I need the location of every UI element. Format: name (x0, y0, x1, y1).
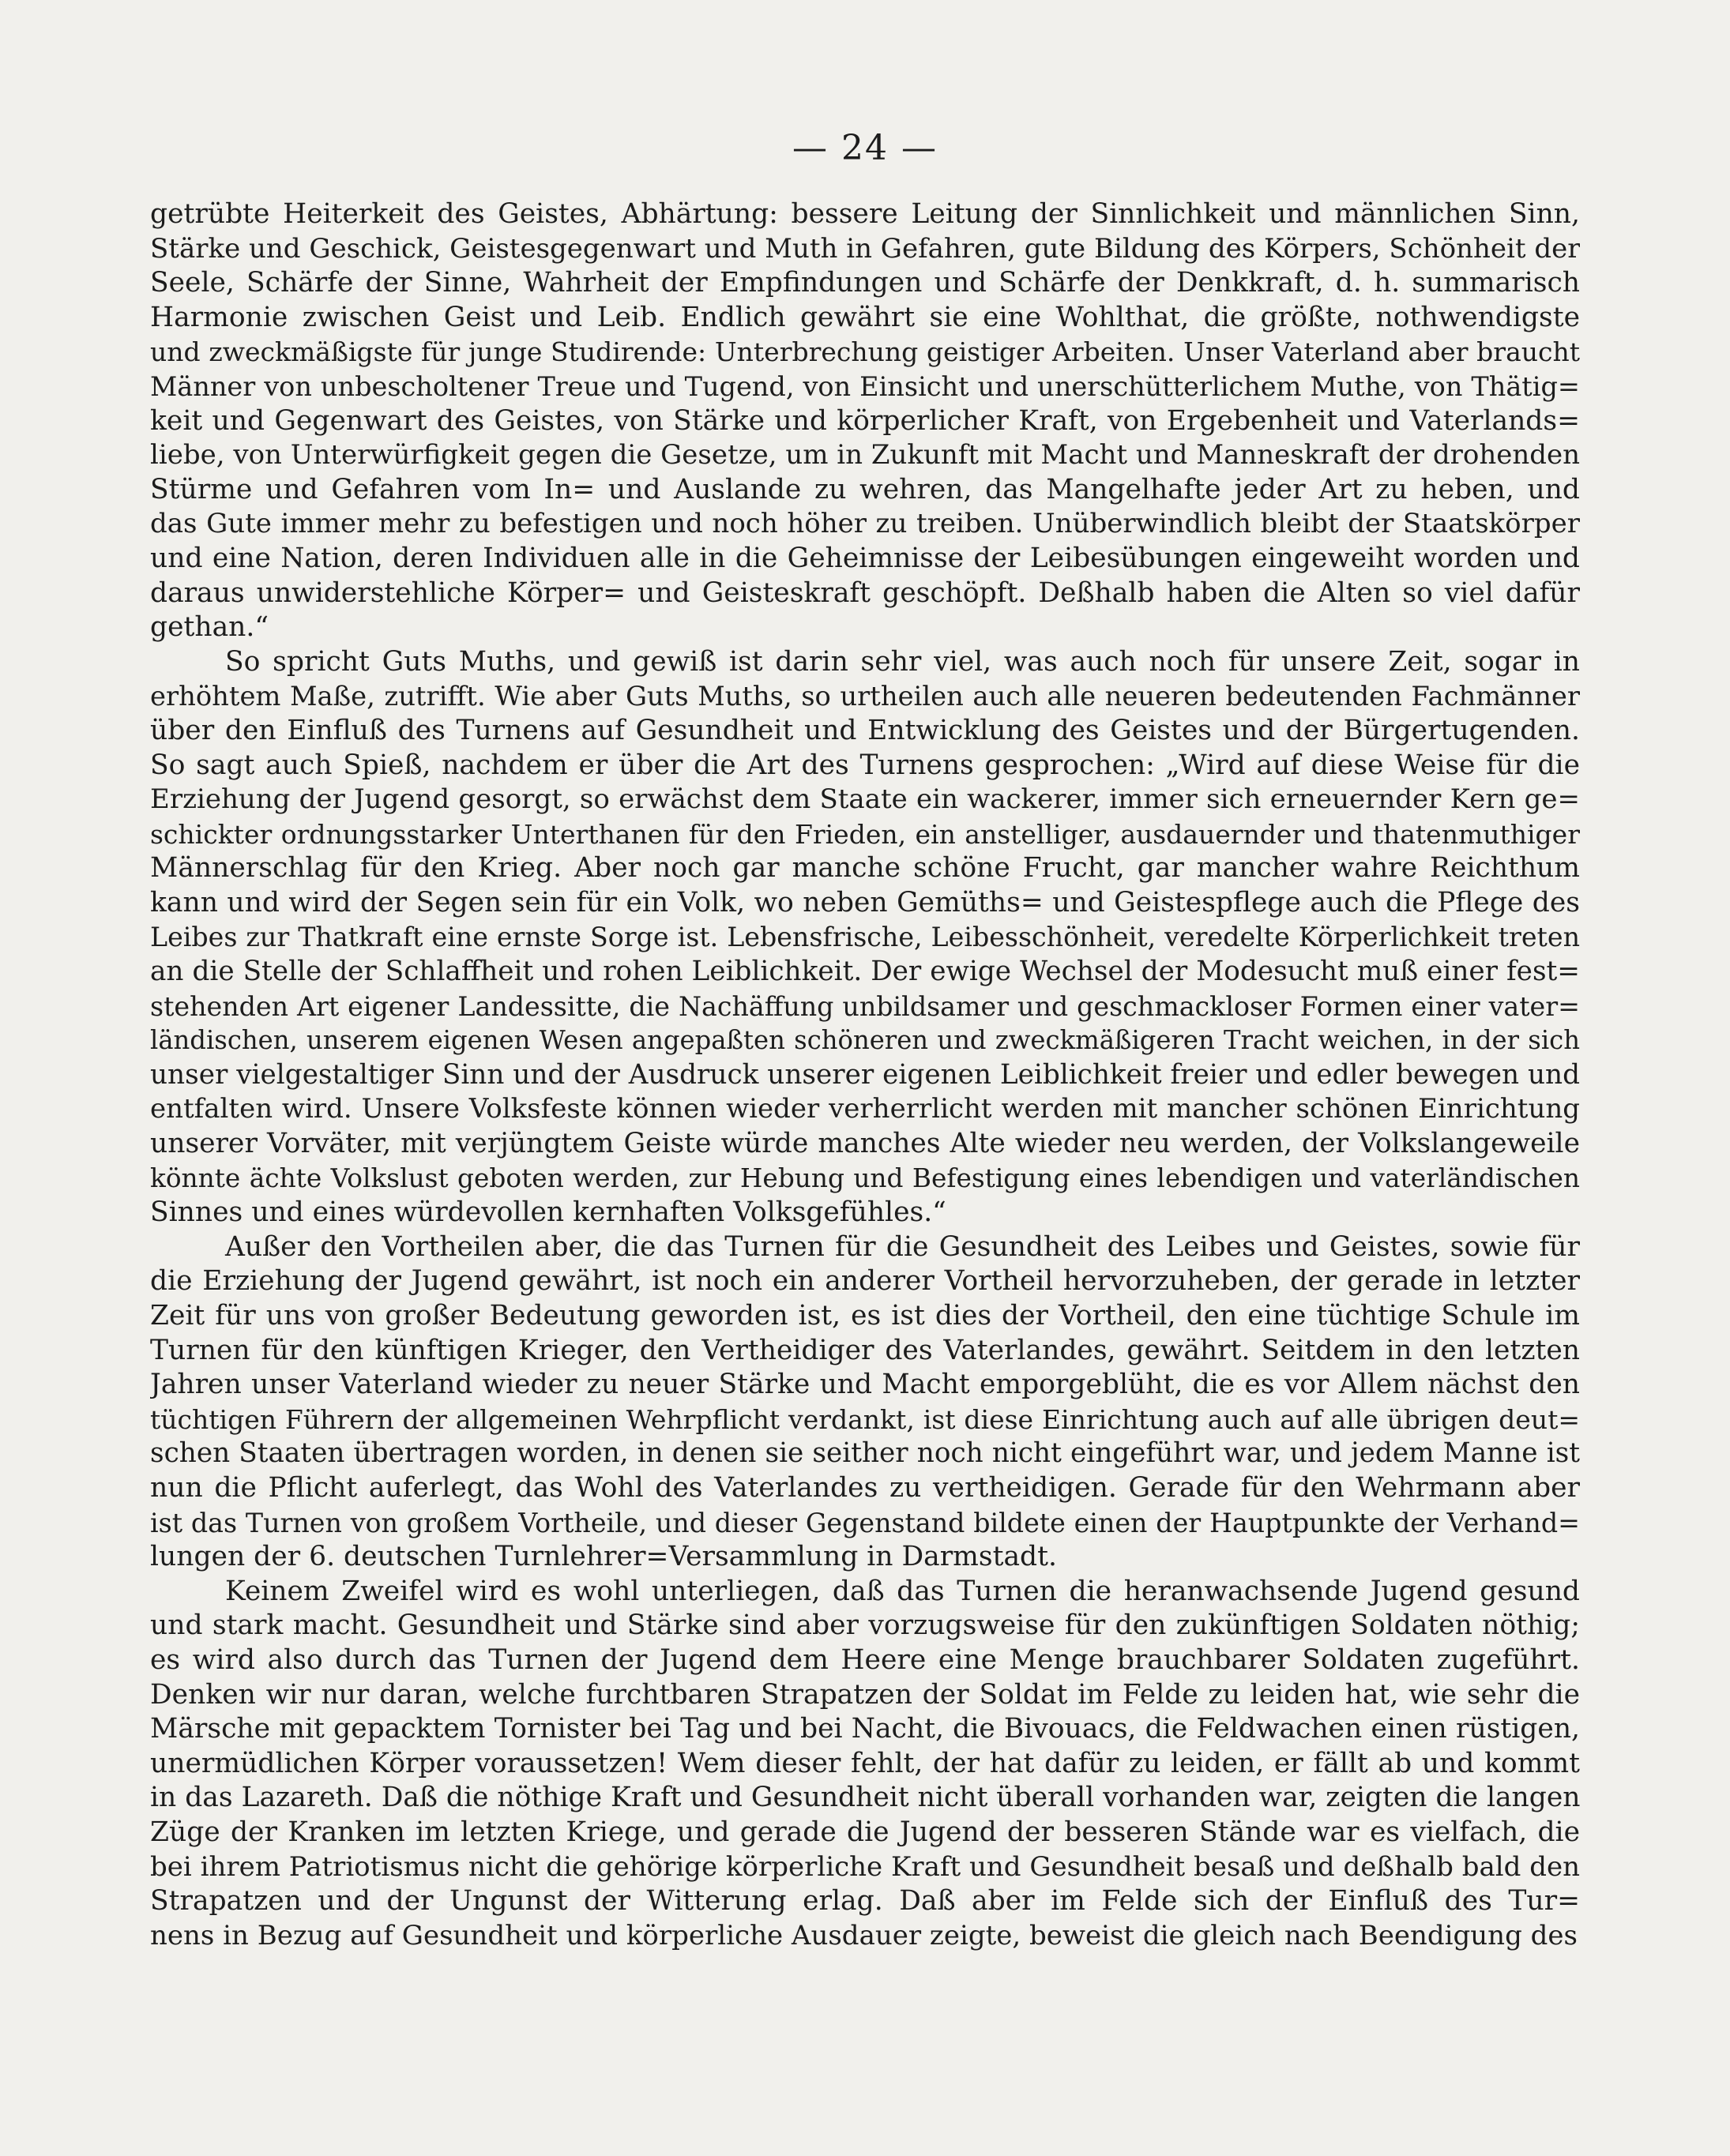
text-line: Männer von unbescholtener Treue und Tugend, von Einsicht und unerschütterlichem Muthe, von Thätig= (150, 370, 1580, 402)
text-line: Keinem Zweifel wird es wohl unterliegen, daß das Turnen die heranwachsende Jugend gesund (225, 1575, 1580, 1607)
text-line: Männerschlag für den Krieg. Aber noch gar manche schöne Frucht, gar mancher wahre Reichthum (150, 852, 1580, 885)
text-line: entfalten wird. Unsere Volksfeste können wieder verherrlicht werden mit mancher schönen Einrichtung (150, 1093, 1580, 1125)
text-line: So sagt auch Spieß, nachdem er über die Art des Turnens gesprochen: „Wird auf diese Weise für die (150, 749, 1580, 781)
text-line: erhöhtem Maße, zutrifft. Wie aber Guts Muths, so urtheilen auch alle neueren bedeutenden Fachmänner (150, 681, 1580, 712)
text-line: Denken wir nur daran, welche furchtbaren Strapatzen der Soldat im Felde zu leiden hat, wie sehr die (150, 1678, 1580, 1711)
text-line: in das Lazareth. Daß die nöthige Kraft und Gesundheit nicht überall vorhanden war, zeigten die langen (150, 1782, 1580, 1814)
text-line: es wird also durch das Turnen der Jugend dem Heere eine Menge brauchbarer Soldaten zugeführt. (150, 1643, 1580, 1676)
text-line: unser vielgestaltiger Sinn und der Ausdruck unserer eigenen Leiblichkeit freier und edler bewegen und (150, 1058, 1580, 1091)
text-line: getrübte Heiterkeit des Geistes, Abhärtung: bessere Leitung der Sinnlichkeit und männlichen Sinn, (150, 198, 1580, 230)
paragraph (150, 1230, 1580, 1575)
paragraph (150, 197, 1580, 645)
text-line: Stürme und Gefahren vom In= und Auslande zu wehren, das Mangelhafte jeder Art zu heben, und (150, 473, 1580, 505)
text-line: und zweckmäßigste für junge Studirende: Unterbrechung geistiger Arbeiten. Unser Vaterland aber braucht (150, 336, 1580, 368)
text-line: über den Einfluß des Turnens auf Gesundheit und Entwicklung des Geistes und der Bürgertugenden. (150, 714, 1580, 746)
text-line: kann und wird der Segen sein für ein Volk, wo neben Gemüths= und Geistespflege auch die Pflege des (150, 886, 1580, 918)
text-line: lungen der 6. deutschen Turnlehrer=Versammlung in Darmstadt. (150, 1541, 1057, 1573)
text-line: Märsche mit gepacktem Tornister bei Tag und bei Nacht, die Bivouacs, die Feldwachen einen rüstigen, (150, 1713, 1580, 1745)
text-line: und eine Nation, deren Individuen alle in die Geheimnisse der Leibesübungen eingeweiht worden und (150, 542, 1580, 574)
text-line: Jahren unser Vaterland wieder zu neuer Stärke und Macht emporgeblüht, die es vor Allem nächst den (150, 1369, 1580, 1401)
text-line: stehenden Art eigener Landessitte, die Nachäffung unbildsamer und geschmackloser Formen einer vater= (150, 990, 1580, 1022)
text-line: tüchtigen Führern der allgemeinen Wehrpflicht verdankt, ist diese Einrichtung auch auf alle übrigen deut= (150, 1403, 1580, 1435)
text-line: nens in Bezug auf Gesundheit und körperliche Ausdauer zeigte, beweist die gleich nach Beendigung des (150, 1919, 1578, 1951)
text-line: liebe, von Unterwürfigkeit gegen die Gesetze, um in Zukunft mit Macht und Manneskraft der drohenden (150, 439, 1580, 471)
text-line: könnte ächte Volkslust geboten werden, zur Hebung und Befestigung eines lebendigen und vaterländischen (150, 1163, 1580, 1193)
text-line: gethan.“ (150, 611, 269, 644)
text-line: das Gute immer mehr zu befestigen und noch höher zu treiben. Unüberwindlich bleibt der Staatskörper (150, 508, 1580, 540)
text-line: bei ihrem Patriotismus nicht die gehörige körperliche Kraft und Gesundheit besaß und deßhalb bald den (150, 1850, 1580, 1883)
text-line: nun die Pflicht auferlegt, das Wohl des Vaterlandes zu vertheidigen. Gerade für den Wehrmann aber (150, 1471, 1580, 1504)
body-text (150, 197, 1580, 1953)
text-line: So spricht Guts Muths, und gewiß ist darin sehr viel, was auch noch für unsere Zeit, sogar in (225, 645, 1580, 678)
text-line: keit und Gegenwart des Geistes, von Stärke und körperlicher Kraft, von Ergebenheit und Vaterlands= (150, 404, 1580, 437)
text-line: unermüdlichen Körper voraussetzen! Wem dieser fehlt, der hat dafür zu leiden, er fällt ab und kommt (150, 1747, 1580, 1779)
text-line: schen Staaten übertragen worden, in denen sie seither noch nicht eingeführt war, und jedem Manne ist (150, 1437, 1580, 1470)
text-line: an die Stelle der Schlaffheit und rohen Leiblichkeit. Der ewige Wechsel der Modesucht muß einer fest= (150, 956, 1580, 988)
text-line: Leibes zur Thatkraft eine ernste Sorge ist. Lebensfrische, Leibesschönheit, veredelte Körperlichkeit treten (150, 922, 1580, 953)
text-line: und stark macht. Gesundheit und Stärke sind aber vorzugsweise für den zukünftigen Soldaten nöthig; (150, 1609, 1580, 1642)
text-line: Seele, Schärfe der Sinne, Wahrheit der Empfindungen und Schärfe der Denkkraft, d. h. summarisch (150, 267, 1580, 299)
text-line: daraus unwiderstehliche Körper= und Geisteskraft geschöpft. Deßhalb haben die Alten so viel dafür (150, 577, 1580, 609)
text-line: Zeit für uns von großer Bedeutung geworden ist, es ist dies der Vortheil, den eine tüchtige Schule im (150, 1300, 1580, 1332)
text-line: Strapatzen und der Ungunst der Witterung erlag. Daß aber im Felde sich der Einfluß des Tur= (150, 1885, 1580, 1917)
text-line: Erziehung der Jugend gesorgt, so erwächst dem Staate ein wackerer, immer sich erneuernder Kern ge= (150, 783, 1580, 816)
paragraph (150, 645, 1580, 1230)
text-line: schickter ordnungsstarker Unterthanen für den Frieden, ein anstelliger, ausdauernder und thatenmuthiger (150, 818, 1580, 850)
page-number: — 24 — (792, 128, 938, 168)
text-line: Züge der Kranken im letzten Kriege, und gerade die Jugend der besseren Stände war es vielfach, die (150, 1816, 1580, 1848)
text-line: Außer den Vortheilen aber, die das Turnen für die Gesundheit des Leibes und Geistes, sowie für (225, 1230, 1580, 1263)
text-line: ist das Turnen von großem Vortheile, und dieser Gegenstand bildete einen der Hauptpunkte der Verhand= (150, 1507, 1580, 1538)
paragraph (150, 1575, 1580, 1954)
text-line: die Erziehung der Jugend gewährt, ist noch ein anderer Vortheil hervorzuheben, der gerade in letzter (150, 1265, 1580, 1298)
text-line: unserer Vorväter, mit verjüngtem Geiste würde manches Alte wieder neu werden, der Volkslangeweile (150, 1128, 1580, 1160)
text-line: ländischen, unserem eigenen Wesen angepaßten schöneren und zweckmäßigeren Tracht weichen, in der sich (150, 1025, 1580, 1056)
text-line: Sinnes und eines würdevollen kernhaften Volksgefühles.“ (150, 1196, 946, 1229)
text-line: Turnen für den künftigen Krieger, den Vertheidiger des Vaterlandes, gewährt. Seitdem in den letzten (150, 1334, 1580, 1366)
text-line: Stärke und Geschick, Geistesgegenwart und Muth in Gefahren, gute Bildung des Körpers, Schönheit der (150, 232, 1580, 265)
text-line: Harmonie zwischen Geist und Leib. Endlich gewährt sie eine Wohlthat, die größte, nothwendigste (150, 301, 1580, 333)
